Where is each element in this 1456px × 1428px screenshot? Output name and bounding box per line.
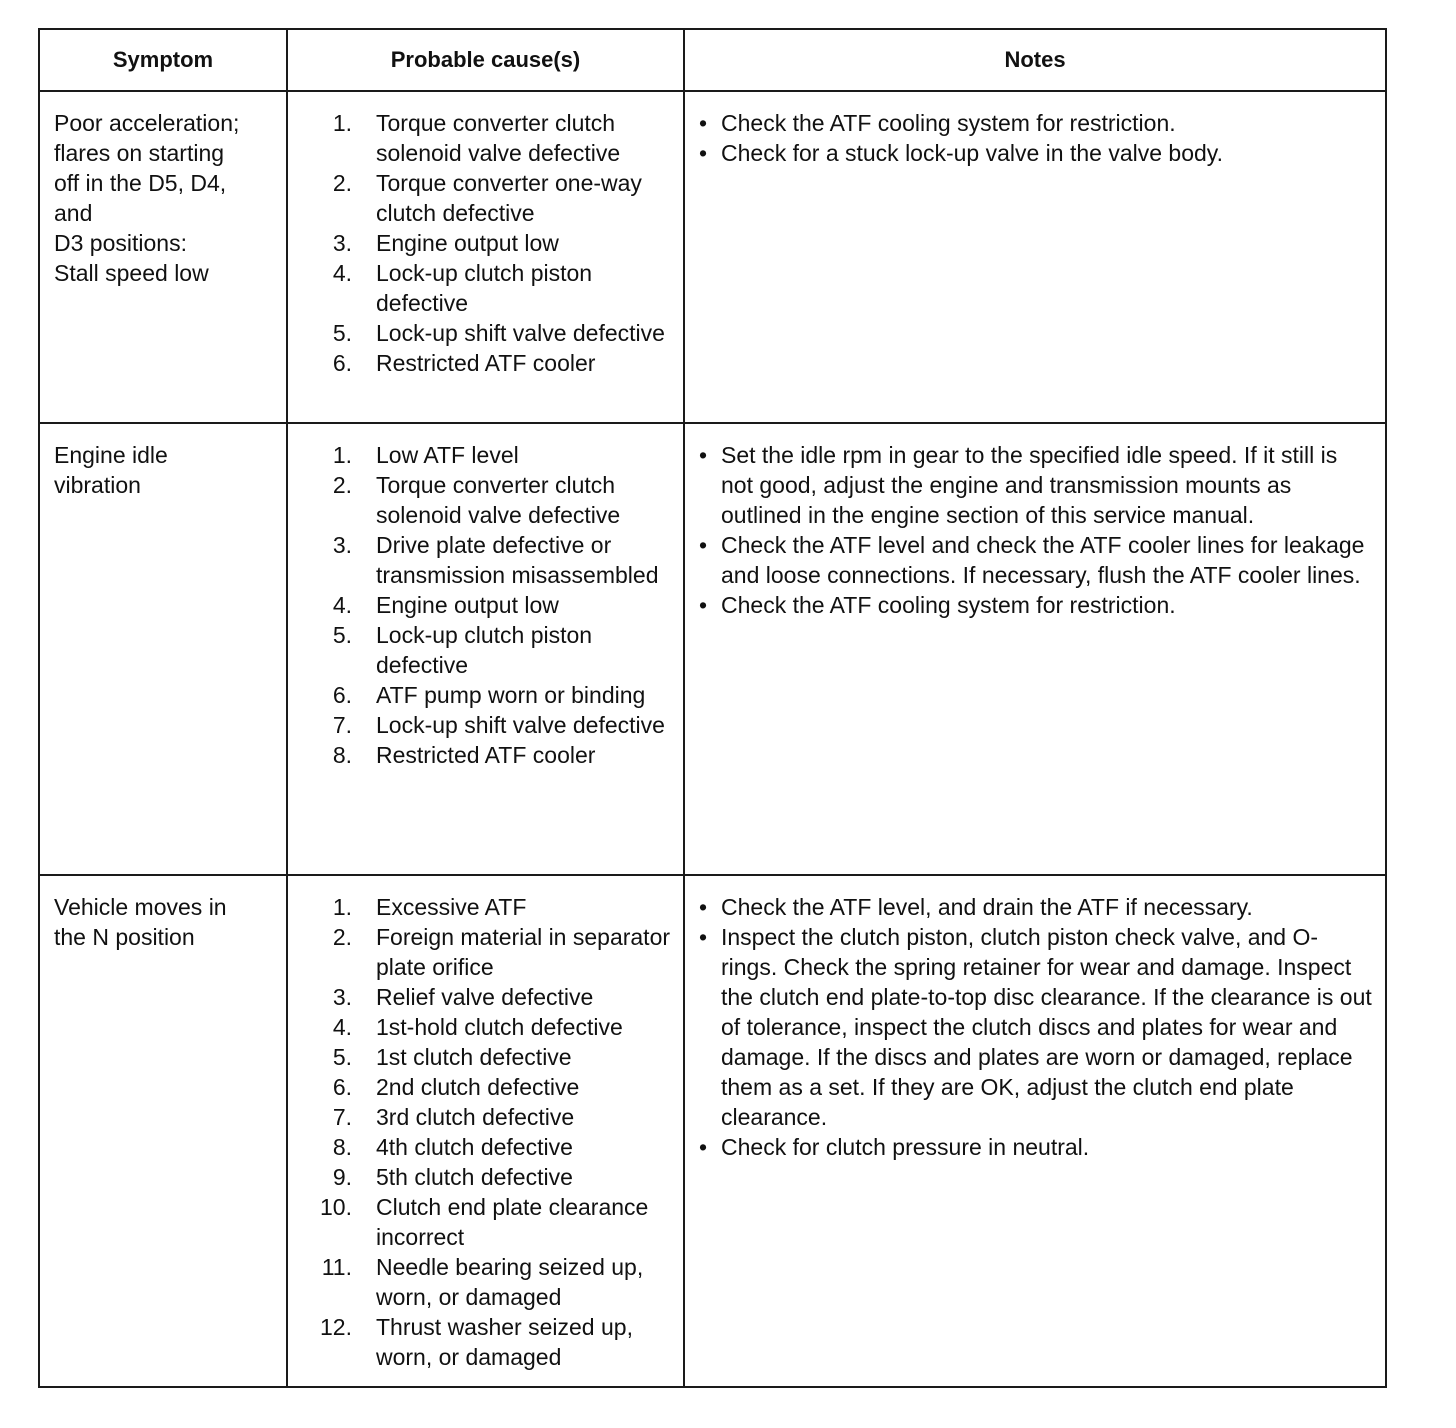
cause-item — [288, 892, 673, 922]
symptom-cell — [39, 875, 287, 1387]
cause-text: Foreign material in separator plate orifice — [376, 924, 671, 980]
cause-number: 4. — [332, 1014, 352, 1040]
cause-text: Drive plate defective or transmission misassembled — [376, 532, 659, 588]
notes-cell — [684, 875, 1386, 1387]
bullet-icon: • — [699, 532, 708, 558]
cause-item — [288, 1072, 673, 1102]
cause-text: Relief valve defective — [376, 984, 594, 1010]
cause-item — [288, 590, 673, 620]
cause-item — [288, 710, 673, 740]
cause-number: 5. — [332, 320, 352, 346]
cause-number: 8. — [332, 1134, 352, 1160]
cause-number: 5. — [332, 1044, 352, 1070]
cause-text: Needle bearing seized up, worn, or damaged — [376, 1254, 644, 1310]
causes-list — [288, 876, 683, 1386]
note-text: Check for clutch pressure in neutral. — [721, 1134, 1090, 1160]
cause-number: 2. — [332, 924, 352, 950]
cause-number: 1. — [332, 894, 352, 920]
symptom-cell — [39, 91, 287, 423]
note-item — [699, 440, 1373, 530]
cause-text: Restricted ATF cooler — [376, 742, 596, 768]
bullet-icon: • — [699, 1134, 708, 1160]
cause-number: 7. — [332, 1104, 352, 1130]
cause-text: Low ATF level — [376, 442, 519, 468]
note-text: Check the ATF cooling system for restriction. — [721, 592, 1176, 618]
note-text: Check for a stuck lock-up valve in the valve body. — [721, 140, 1223, 166]
cause-item — [288, 1102, 673, 1132]
cause-number: 8. — [332, 742, 352, 768]
notes-cell — [684, 91, 1386, 423]
cause-number: 1. — [332, 442, 352, 468]
cause-text: Lock-up shift valve defective — [376, 712, 665, 738]
bullet-icon: • — [699, 894, 708, 920]
cause-item — [288, 1012, 673, 1042]
cause-number: 3. — [332, 984, 352, 1010]
troubleshooting-table — [38, 28, 1387, 1388]
cause-text: Engine output low — [376, 592, 559, 618]
bullet-icon: • — [699, 110, 708, 136]
header-row — [39, 29, 1386, 91]
header-notes: Notes — [684, 29, 1386, 91]
cause-item — [288, 1192, 673, 1252]
cause-number: 7. — [332, 712, 352, 738]
causes-cell — [287, 875, 684, 1387]
cause-item — [288, 168, 673, 228]
cause-item — [288, 440, 673, 470]
cause-item — [288, 740, 673, 770]
cause-number: 3. — [332, 230, 352, 256]
cause-number: 11. — [321, 1254, 352, 1280]
notes-list — [685, 92, 1385, 182]
cause-number: 2. — [332, 472, 352, 498]
note-text: Check the ATF level, and drain the ATF if necessary. — [721, 894, 1253, 920]
cause-number: 12. — [320, 1314, 352, 1340]
cause-text: Torque converter one-way clutch defective — [376, 170, 642, 226]
note-item — [699, 922, 1373, 1132]
note-text: Check the ATF cooling system for restriction. — [721, 110, 1176, 136]
notes-list — [685, 424, 1385, 634]
cause-text: Clutch end plate clearance incorrect — [376, 1194, 649, 1250]
cause-number: 1. — [332, 110, 352, 136]
table-header — [39, 29, 1386, 91]
cause-item — [288, 680, 673, 710]
cause-item — [288, 348, 673, 378]
cause-text: Thrust washer seized up, worn, or damaged — [376, 1314, 633, 1370]
note-item — [699, 530, 1373, 590]
notes-list — [685, 876, 1385, 1176]
cause-text: Torque converter clutch solenoid valve defective — [376, 110, 621, 166]
cause-text: Excessive ATF — [376, 894, 527, 920]
note-item — [699, 892, 1373, 922]
causes-list — [288, 424, 683, 784]
table-row — [39, 423, 1386, 875]
note-text: Check the ATF level and check the ATF cooler lines for leakage and loose connections. If necessary, flush the ATF cooler lines. — [721, 532, 1365, 588]
cause-text: 5th clutch defective — [376, 1164, 573, 1190]
cause-text: Lock-up clutch piston defective — [376, 622, 593, 678]
table-body — [39, 91, 1386, 1387]
cause-text: 2nd clutch defective — [376, 1074, 580, 1100]
cause-number: 6. — [332, 1074, 352, 1100]
cause-number: 4. — [332, 260, 352, 286]
cause-number: 2. — [332, 170, 352, 196]
cause-item — [288, 982, 673, 1012]
note-item — [699, 590, 1373, 620]
bullet-icon: • — [699, 592, 708, 618]
table-row — [39, 875, 1386, 1387]
symptom-cell — [39, 423, 287, 875]
cause-text: 1st-hold clutch defective — [376, 1014, 623, 1040]
bullet-icon: • — [699, 442, 708, 468]
cause-number: 4. — [332, 592, 352, 618]
cause-item — [288, 922, 673, 982]
cause-item — [288, 620, 673, 680]
symptom-text: Engine idle vibration — [54, 442, 168, 498]
note-text: Set the idle rpm in gear to the specified idle speed. If it still is not good, adjust the engine and transmission mounts as outlined in the engine section of this service manual. — [721, 442, 1338, 528]
cause-number: 6. — [332, 682, 352, 708]
header-symptom: Symptom — [39, 29, 287, 91]
cause-item — [288, 318, 673, 348]
note-item — [699, 108, 1373, 138]
cause-number: 5. — [332, 622, 352, 648]
cause-text: 1st clutch defective — [376, 1044, 572, 1070]
cause-text: Restricted ATF cooler — [376, 350, 596, 376]
causes-cell — [287, 423, 684, 875]
cause-number: 6. — [332, 350, 352, 376]
symptom-text: Poor acceleration; flares on starting off in the D5, D4, and D3 positions: Stall speed low — [54, 110, 240, 286]
cause-item — [288, 530, 673, 590]
note-item — [699, 1132, 1373, 1162]
cause-text: ATF pump worn or binding — [376, 682, 646, 708]
cause-item — [288, 1042, 673, 1072]
cause-number: 9. — [332, 1164, 352, 1190]
cause-item — [288, 1252, 673, 1312]
bullet-icon: • — [699, 924, 708, 950]
bullet-icon: • — [699, 140, 708, 166]
cause-text: 3rd clutch defective — [376, 1104, 575, 1130]
table-row — [39, 91, 1386, 423]
cause-number: 10. — [320, 1194, 352, 1220]
causes-list — [288, 92, 683, 392]
causes-cell — [287, 91, 684, 423]
cause-item — [288, 258, 673, 318]
cause-text: Lock-up shift valve defective — [376, 320, 665, 346]
cause-text: Torque converter clutch solenoid valve defective — [376, 472, 621, 528]
cause-text: 4th clutch defective — [376, 1134, 573, 1160]
cause-text: Lock-up clutch piston defective — [376, 260, 593, 316]
note-item — [699, 138, 1373, 168]
cause-number: 3. — [332, 532, 352, 558]
cause-item — [288, 1162, 673, 1192]
cause-item — [288, 470, 673, 530]
cause-item — [288, 1132, 673, 1162]
cause-item — [288, 108, 673, 168]
cause-item — [288, 228, 673, 258]
header-probable-causes: Probable cause(s) — [287, 29, 684, 91]
symptom-text: Vehicle moves in the N position — [54, 894, 227, 950]
cause-item — [288, 1312, 673, 1372]
note-text: Inspect the clutch piston, clutch piston check valve, and O-rings. Check the spring retainer for wear and damage. Inspect the clutch end plate-to-top disc clearance. If the clearance is out of tolerance, inspect the clutch discs and plates for wear and damage. If the discs and plates are worn or damaged, replace them as a set. If they are OK, adjust the clutch end plate clearance. — [721, 924, 1372, 1130]
cause-text: Engine output low — [376, 230, 559, 256]
notes-cell — [684, 423, 1386, 875]
